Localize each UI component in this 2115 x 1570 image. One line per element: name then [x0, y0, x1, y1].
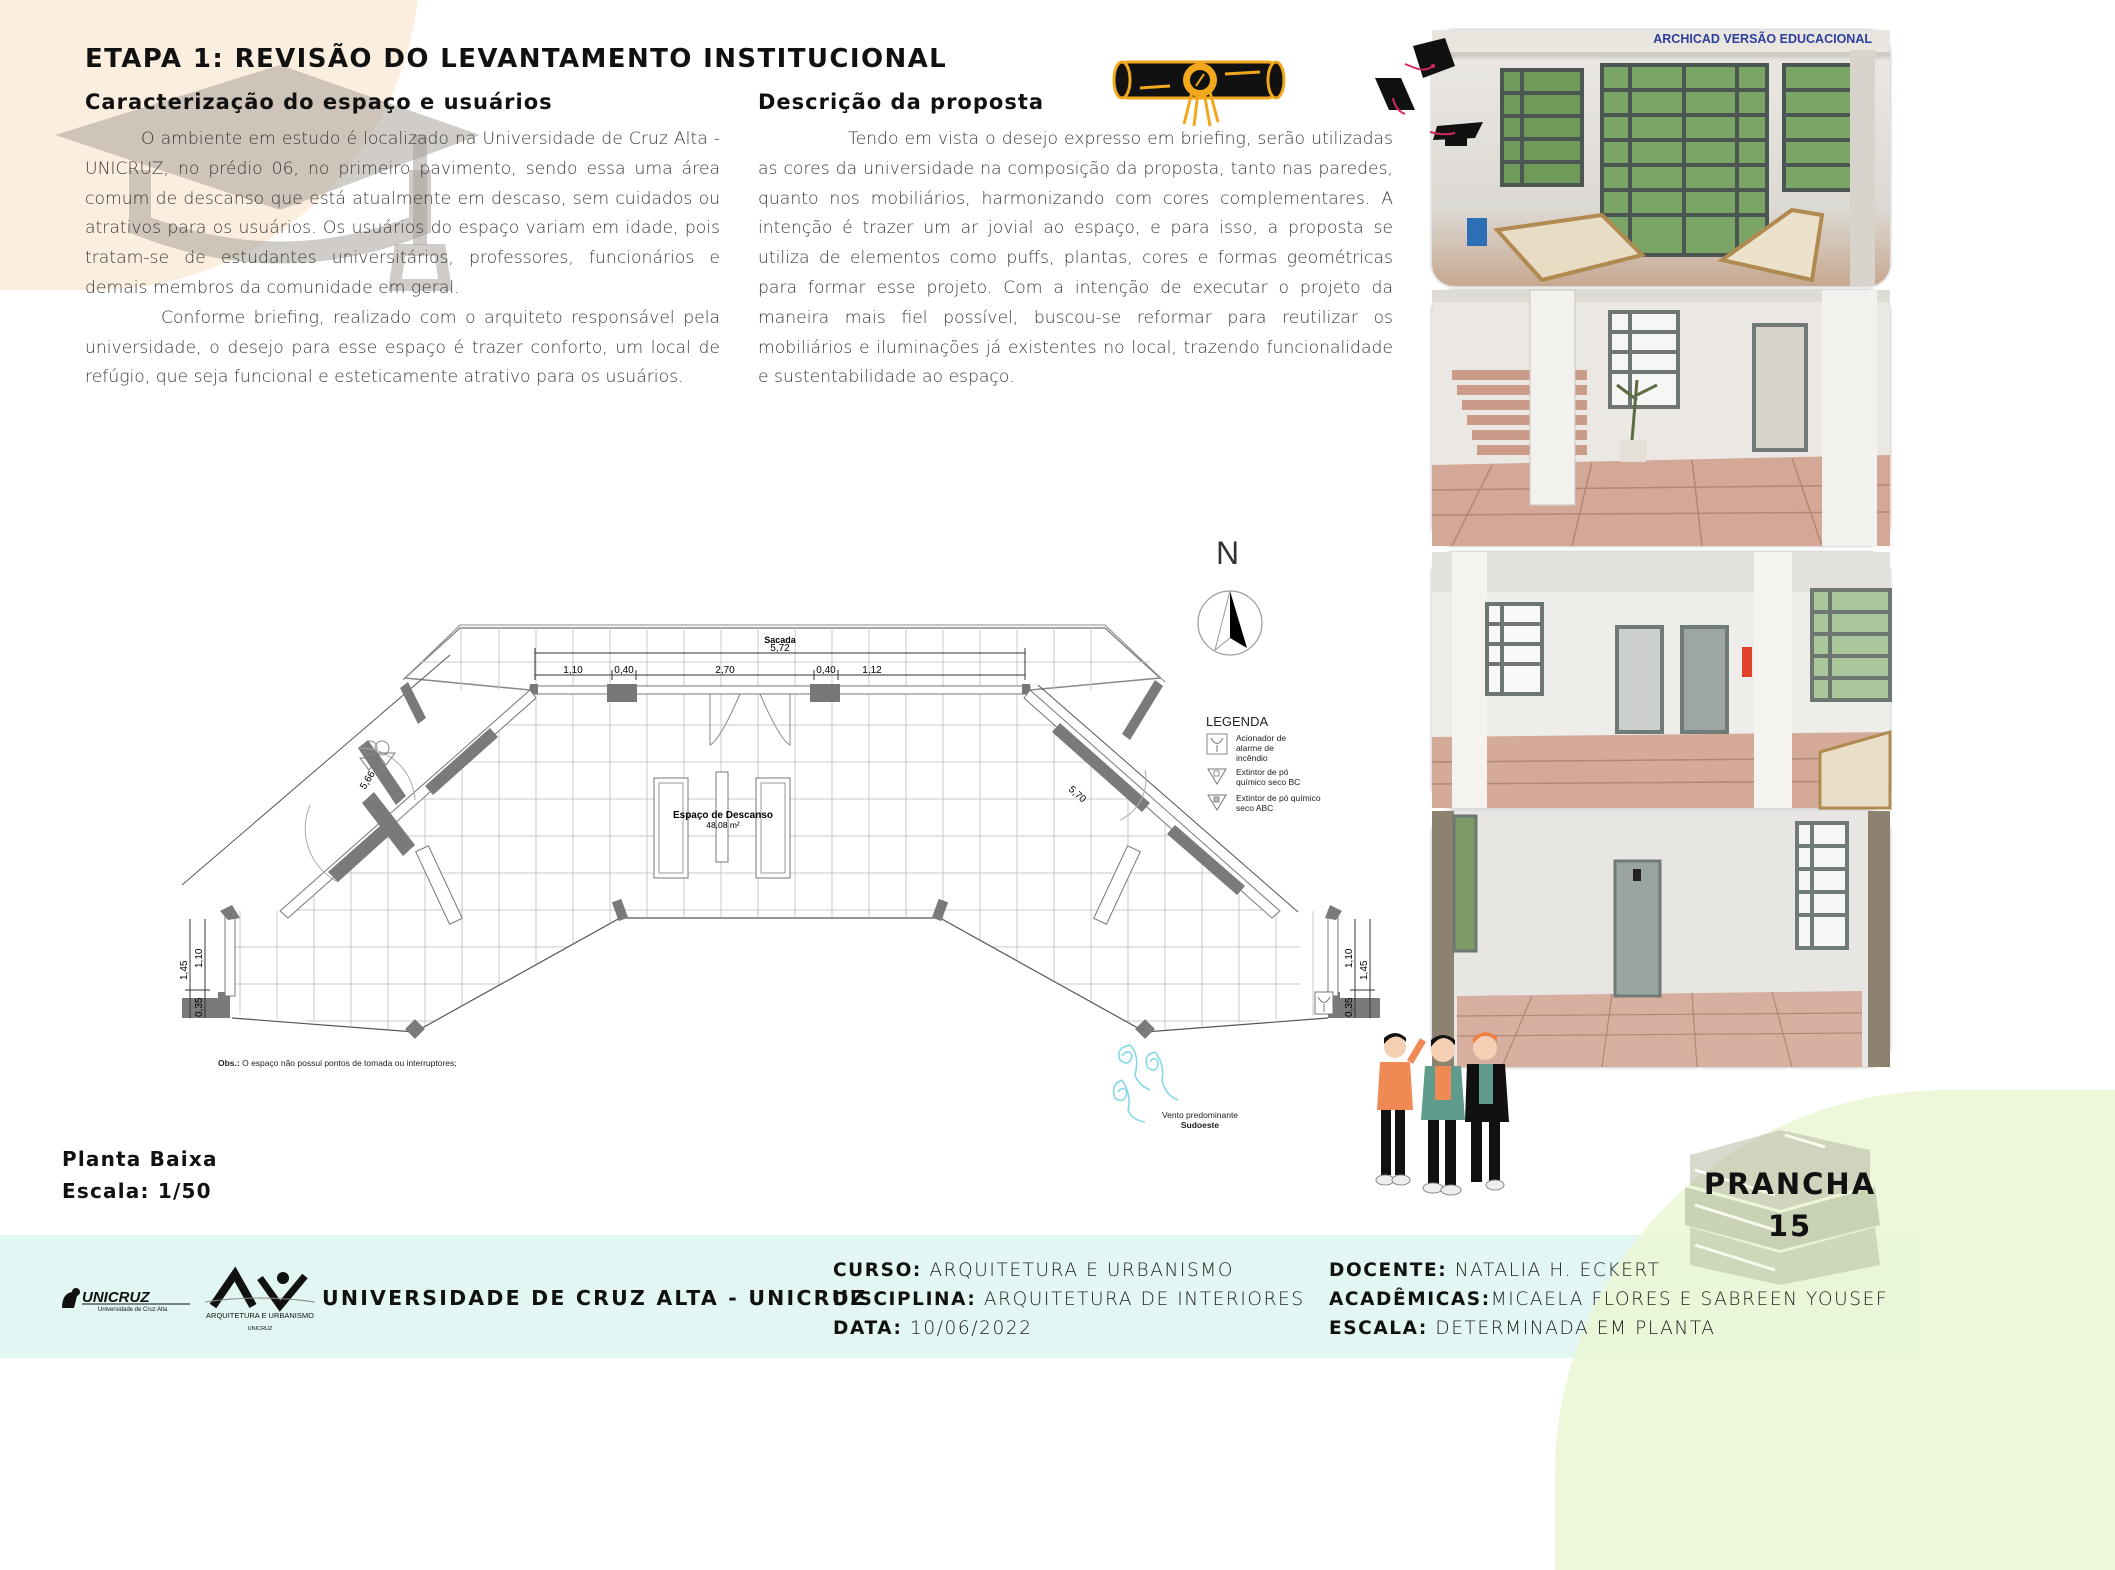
flying-graduation-caps-icon — [1375, 38, 1495, 153]
north-arrow-compass-icon — [1195, 588, 1265, 658]
wind-direction: Sudoeste — [1180, 1120, 1220, 1130]
au-logo-icon — [205, 1268, 315, 1336]
paragraph: O ambiente em estudo é localizado na Universidade de Cruz Alta - UNICRUZ, no prédio 06, no primeiro pavimento, sendo essa uma área comum de descanso que está atualmente em descaso, sem cuidados ou atrativos para os usuários. Os usuários do espaço variam em idade, pois tratam-se de estudantes universitários, professores, funcionários e demais membros da comunidade em geral. — [85, 129, 720, 298]
legend — [1206, 714, 1321, 813]
archicad-watermark: ARCHICAD VERSÃO EDUCACIONAL — [1653, 32, 1872, 46]
dim-left-diagonal: 5,66 — [358, 769, 378, 792]
photo-stairs-illustration — [1432, 290, 1890, 546]
sheet-number-block — [1680, 1163, 1900, 1247]
wind-label: Vento predominante — [1161, 1110, 1239, 1120]
footer-value: ARQUITETURA DE INTERIORES — [976, 1289, 1305, 1310]
students-illustration-icon — [1365, 1030, 1540, 1200]
photo-windows-benches-illustration — [1432, 30, 1890, 286]
photo-windows-benches — [1432, 30, 1890, 286]
legend-label: Extintor de pó químico seco ABC — [1236, 793, 1321, 813]
university-name: UNIVERSIDADE DE CRUZ ALTA - UNICRUZ — [322, 1286, 868, 1310]
plan-type: Planta Baixa — [62, 1147, 218, 1171]
photo-stairs-plant-bathroom — [1432, 290, 1890, 546]
legend-label: Acionador de alarme de incêndio — [1236, 733, 1287, 763]
legend-item — [1206, 733, 1321, 763]
dim-right-3: 0,35 — [1344, 997, 1355, 1017]
plan-note-label: Obs.: — [218, 1058, 240, 1068]
photo-gray-door-illustration — [1432, 811, 1890, 1067]
room-area: 48,08 m² — [706, 820, 740, 830]
paragraph: Conforme briefing, realizado com o arquiteto responsável pela universidade, o desejo para esse espaço é trazer conforto, um local de refúgio, que seja funcional e esteticamente atrativo para os usuários. — [85, 307, 720, 388]
sheet-label: PRANCHA — [1703, 1167, 1877, 1201]
legend-item — [1206, 767, 1321, 787]
plan-note-text: O espaço não possui pontos de tomada ou interruptores; — [242, 1058, 457, 1068]
footer-value: 10/06/2022 — [902, 1318, 1033, 1339]
diploma-scroll-icon — [1110, 52, 1290, 130]
room-name: Espaço de Descanso — [672, 810, 774, 821]
paragraph: Tendo em vista o desejo expresso em briefing, serão utilizadas as cores da universidade na composição da proposta, tanto nas paredes, quanto nos mobiliários, harmonizando com cores complementares. A intenção é trazer um ar jovial ao espaço, e para isso, a proposta se utiliza de elementos como puffs, plantas, cores e formas geométricas para formar esse projeto. Com a intenção de executar o projeto da maneira mais fiel possível, buscou-se reformar para reutilizar os mobiliários e iluminações já existentes no local, trazendo funcionalidade e sustentabilidade ao espaço. — [758, 129, 1393, 388]
unicruz-logo-text: UNICRUZ — [82, 1289, 150, 1306]
section-heading-proposal: Descrição da proposta — [758, 90, 1045, 114]
page-title: ETAPA 1: REVISÃO DO LEVANTAMENTO INSTITUCIONAL — [85, 44, 948, 74]
footer-row-course — [833, 1256, 1305, 1285]
proposal-text — [758, 125, 1393, 393]
footer-key: DOCENTE: — [1329, 1260, 1448, 1281]
dim-right-2: 1,45 — [1359, 960, 1370, 980]
footer-key: ESCALA: — [1329, 1318, 1428, 1339]
extinguisher-abc-icon — [1206, 793, 1228, 811]
footer-row-scale — [1329, 1314, 1888, 1343]
footer-key: CURSO: — [833, 1260, 922, 1281]
dim-top-seg-2: 0,40 — [614, 665, 634, 676]
footer-key: DISCIPLINA: — [833, 1289, 977, 1310]
extinguisher-bc-icon — [1206, 767, 1228, 785]
footer-key: ACADÊMICAS: — [1329, 1289, 1491, 1310]
plan-note — [218, 1058, 457, 1068]
wind-indicator — [1150, 1110, 1250, 1130]
footer-row-students — [1329, 1285, 1888, 1314]
arquitetura-urbanismo-logo — [205, 1268, 315, 1341]
photo-gray-door-empty-room — [1432, 811, 1890, 1067]
footer-row-date — [833, 1314, 1305, 1343]
north-label: N — [1216, 535, 1240, 571]
footer-course-info — [833, 1256, 1305, 1343]
dim-right-diagonal: 5,70 — [1065, 784, 1088, 806]
footer-value: DETERMINADA EM PLANTA — [1427, 1318, 1716, 1339]
dim-left-3: 0,35 — [194, 997, 205, 1017]
dim-top-seg-4: 0,40 — [816, 665, 836, 676]
section-heading-characterization: Caracterização do espaço e usuários — [85, 90, 553, 114]
au-logo-text: ARQUITETURA E URBANISMO — [206, 1311, 314, 1320]
dim-top-total: 5,72 — [770, 643, 790, 654]
footer-people-info — [1329, 1256, 1888, 1343]
legend-item — [1206, 793, 1321, 813]
dim-top-seg-1: 1,10 — [563, 665, 583, 676]
legend-title: LEGENDA — [1206, 714, 1269, 729]
balcony-label: Sacada — [764, 635, 796, 645]
footer-value: NATALIA H. ECKERT — [1447, 1260, 1661, 1281]
photo-doors-fire-box — [1432, 552, 1890, 808]
plan-caption — [62, 1143, 218, 1207]
dim-top-seg-3: 2,70 — [715, 665, 735, 676]
dim-left-1: 1,45 — [179, 960, 190, 980]
unicruz-logo-subtext: Universidade de Cruz Alta — [98, 1307, 168, 1313]
footer-key: DATA: — [833, 1318, 903, 1339]
footer-value: ARQUITETURA E URBANISMO — [921, 1260, 1235, 1281]
unicruz-logo-icon — [58, 1284, 193, 1314]
floor-plan-drawing — [160, 600, 1370, 1040]
fire-alarm-trigger-icon — [1206, 733, 1228, 755]
footer-row-discipline — [833, 1285, 1305, 1314]
au-logo-subtext: UNICRUZ — [247, 1326, 273, 1332]
footer-row-teacher — [1329, 1256, 1888, 1285]
footer-value: MICAELA FLORES E SABREEN YOUSEF — [1490, 1289, 1889, 1310]
sheet-number: 15 — [1767, 1209, 1813, 1243]
dim-right-1: 1,10 — [1344, 948, 1355, 968]
legend-label: Extintor de pó químico seco BC — [1236, 767, 1301, 787]
characterization-text — [85, 125, 720, 393]
photo-doors-illustration — [1432, 552, 1890, 808]
unicruz-logo — [58, 1284, 193, 1319]
dim-left-2: 1,10 — [194, 948, 205, 968]
plan-scale: Escala: 1/50 — [62, 1179, 212, 1203]
dim-top-seg-5: 1,12 — [862, 665, 882, 676]
